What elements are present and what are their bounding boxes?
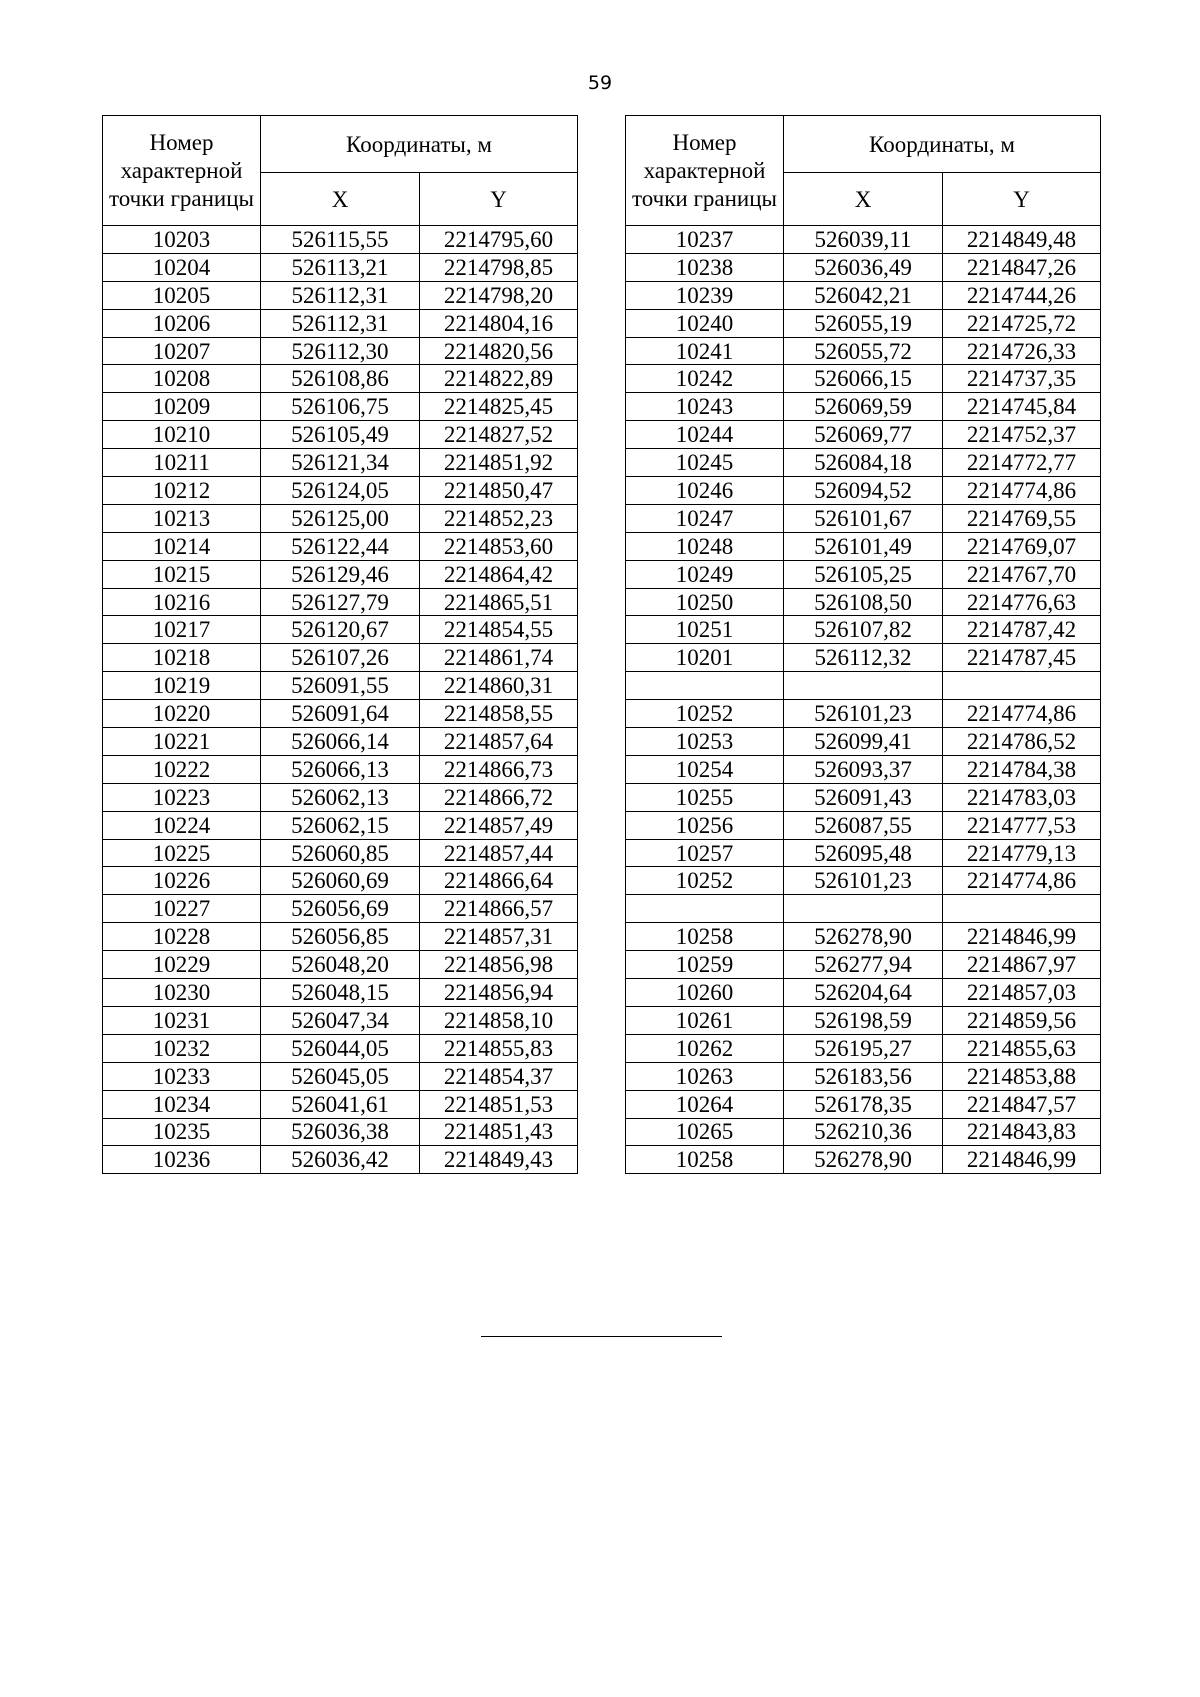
point-number-cell: 10252: [626, 867, 784, 895]
point-number-cell: 10208: [103, 365, 261, 393]
x-coordinate-cell: 526084,18: [784, 449, 943, 477]
table-row: [626, 1090, 1101, 1118]
table-row: [626, 1146, 1101, 1174]
table-row: [626, 226, 1101, 254]
y-coordinate-cell: [943, 895, 1101, 923]
y-coordinate-cell: 2214820,56: [420, 337, 578, 365]
point-number-cell: 10234: [103, 1090, 261, 1118]
table-row: [103, 700, 578, 728]
x-coordinate-cell: 526091,43: [784, 783, 943, 811]
y-coordinate-cell: 2214786,52: [943, 728, 1101, 756]
y-coordinate-cell: 2214825,45: [420, 393, 578, 421]
table-row: [103, 1062, 578, 1090]
table-row: [103, 867, 578, 895]
x-coordinate-cell: 526069,59: [784, 393, 943, 421]
y-coordinate-cell: 2214865,51: [420, 588, 578, 616]
x-coordinate-cell: 526113,21: [261, 253, 420, 281]
table-row: [626, 393, 1101, 421]
x-coordinate-cell: 526112,31: [261, 281, 420, 309]
table-row: [626, 449, 1101, 477]
point-number-cell: 10226: [103, 867, 261, 895]
x-coordinate-cell: 526108,86: [261, 365, 420, 393]
table-row: [626, 1118, 1101, 1146]
x-coordinate-cell: 526277,94: [784, 951, 943, 979]
y-coordinate-cell: 2214855,83: [420, 1034, 578, 1062]
y-coordinate-cell: 2214822,89: [420, 365, 578, 393]
table-row: [103, 226, 578, 254]
header-y: Y: [943, 173, 1101, 226]
point-number-cell: 10205: [103, 281, 261, 309]
x-coordinate-cell: 526069,77: [784, 421, 943, 449]
y-coordinate-cell: 2214851,53: [420, 1090, 578, 1118]
table-row: [103, 504, 578, 532]
table-row: [626, 560, 1101, 588]
x-coordinate-cell: 526108,50: [784, 588, 943, 616]
table-row: [103, 1090, 578, 1118]
point-number-cell: 10209: [103, 393, 261, 421]
x-coordinate-cell: 526066,13: [261, 755, 420, 783]
y-coordinate-cell: 2214783,03: [943, 783, 1101, 811]
table-row: [103, 532, 578, 560]
x-coordinate-cell: 526066,15: [784, 365, 943, 393]
point-number-cell: 10211: [103, 449, 261, 477]
table-row: [103, 672, 578, 700]
point-number-cell: 10258: [626, 923, 784, 951]
y-coordinate-cell: 2214744,26: [943, 281, 1101, 309]
point-number-cell: 10235: [103, 1118, 261, 1146]
x-coordinate-cell: 526093,37: [784, 755, 943, 783]
y-coordinate-cell: 2214745,84: [943, 393, 1101, 421]
point-number-cell: 10210: [103, 421, 261, 449]
y-coordinate-cell: 2214853,88: [943, 1062, 1101, 1090]
table-row: [103, 951, 578, 979]
point-number-cell: 10250: [626, 588, 784, 616]
header-coordinates: Координаты, м: [261, 116, 578, 173]
table-row: [626, 728, 1101, 756]
x-coordinate-cell: 526091,55: [261, 672, 420, 700]
y-coordinate-cell: 2214774,86: [943, 867, 1101, 895]
table-row: [103, 979, 578, 1007]
point-number-cell: 10222: [103, 755, 261, 783]
y-coordinate-cell: 2214851,92: [420, 449, 578, 477]
point-number-cell: 10246: [626, 477, 784, 505]
header-x: X: [261, 173, 420, 226]
table-row: [626, 923, 1101, 951]
y-coordinate-cell: 2214752,37: [943, 421, 1101, 449]
point-number-cell: 10225: [103, 839, 261, 867]
point-number-cell: 10230: [103, 979, 261, 1007]
x-coordinate-cell: 526062,15: [261, 811, 420, 839]
x-coordinate-cell: 526095,48: [784, 839, 943, 867]
point-number-cell: 10203: [103, 226, 261, 254]
table-row: [626, 1062, 1101, 1090]
table-row: [103, 393, 578, 421]
point-number-cell: 10204: [103, 253, 261, 281]
y-coordinate-cell: 2214855,63: [943, 1034, 1101, 1062]
point-number-cell: 10257: [626, 839, 784, 867]
x-coordinate-cell: 526112,32: [784, 644, 943, 672]
y-coordinate-cell: 2214774,86: [943, 700, 1101, 728]
table-row: [103, 337, 578, 365]
x-coordinate-cell: 526125,00: [261, 504, 420, 532]
x-coordinate-cell: 526048,15: [261, 979, 420, 1007]
point-number-cell: 10261: [626, 1006, 784, 1034]
x-coordinate-cell: 526210,36: [784, 1118, 943, 1146]
x-coordinate-cell: 526127,79: [261, 588, 420, 616]
point-number-cell: 10228: [103, 923, 261, 951]
point-number-cell: 10224: [103, 811, 261, 839]
x-coordinate-cell: 526115,55: [261, 226, 420, 254]
y-coordinate-cell: 2214779,13: [943, 839, 1101, 867]
x-coordinate-cell: 526045,05: [261, 1062, 420, 1090]
header-coordinates: Координаты, м: [784, 116, 1101, 173]
point-number-cell: 10229: [103, 951, 261, 979]
table-row: [626, 1034, 1101, 1062]
point-number-cell: 10244: [626, 421, 784, 449]
x-coordinate-cell: 526039,11: [784, 226, 943, 254]
y-coordinate-cell: 2214787,45: [943, 644, 1101, 672]
y-coordinate-cell: 2214769,07: [943, 532, 1101, 560]
y-coordinate-cell: 2214849,48: [943, 226, 1101, 254]
y-coordinate-cell: 2214787,42: [943, 616, 1101, 644]
point-number-cell: 10223: [103, 783, 261, 811]
x-coordinate-cell: 526036,49: [784, 253, 943, 281]
table-row: [626, 700, 1101, 728]
x-coordinate-cell: 526094,52: [784, 477, 943, 505]
x-coordinate-cell: 526112,30: [261, 337, 420, 365]
y-coordinate-cell: 2214864,42: [420, 560, 578, 588]
point-number-cell: 10245: [626, 449, 784, 477]
point-number-cell: 10227: [103, 895, 261, 923]
point-number-cell: [626, 895, 784, 923]
x-coordinate-cell: 526055,72: [784, 337, 943, 365]
y-coordinate-cell: 2214798,20: [420, 281, 578, 309]
x-coordinate-cell: 526112,31: [261, 309, 420, 337]
y-coordinate-cell: 2214867,97: [943, 951, 1101, 979]
point-number-cell: 10242: [626, 365, 784, 393]
table-row: [626, 281, 1101, 309]
y-coordinate-cell: [943, 672, 1101, 700]
table-row: [626, 979, 1101, 1007]
table-row: [103, 449, 578, 477]
x-coordinate-cell: 526062,13: [261, 783, 420, 811]
table-row: [103, 1006, 578, 1034]
y-coordinate-cell: 2214798,85: [420, 253, 578, 281]
x-coordinate-cell: 526106,75: [261, 393, 420, 421]
table-row: [103, 365, 578, 393]
y-coordinate-cell: 2214854,55: [420, 616, 578, 644]
x-coordinate-cell: 526178,35: [784, 1090, 943, 1118]
table-row: [626, 951, 1101, 979]
point-number-cell: 10263: [626, 1062, 784, 1090]
x-coordinate-cell: 526036,42: [261, 1146, 420, 1174]
point-number-cell: 10252: [626, 700, 784, 728]
y-coordinate-cell: 2214856,98: [420, 951, 578, 979]
point-number-cell: 10237: [626, 226, 784, 254]
y-coordinate-cell: 2214866,64: [420, 867, 578, 895]
table-row: [103, 1034, 578, 1062]
x-coordinate-cell: [784, 672, 943, 700]
table-row: [626, 365, 1101, 393]
y-coordinate-cell: 2214725,72: [943, 309, 1101, 337]
x-coordinate-cell: 526204,64: [784, 979, 943, 1007]
y-coordinate-cell: 2214827,52: [420, 421, 578, 449]
table-row: [626, 337, 1101, 365]
point-number-cell: 10213: [103, 504, 261, 532]
y-coordinate-cell: 2214847,57: [943, 1090, 1101, 1118]
y-coordinate-cell: 2214795,60: [420, 226, 578, 254]
table-row: [103, 783, 578, 811]
point-number-cell: 10265: [626, 1118, 784, 1146]
point-number-cell: 10248: [626, 532, 784, 560]
coordinates-table-right: [625, 115, 1101, 1174]
table-row: [103, 477, 578, 505]
point-number-cell: 10214: [103, 532, 261, 560]
point-number-cell: 10219: [103, 672, 261, 700]
y-coordinate-cell: 2214777,53: [943, 811, 1101, 839]
table-row: [626, 309, 1101, 337]
page-number: 59: [587, 72, 613, 94]
point-number-cell: 10215: [103, 560, 261, 588]
y-coordinate-cell: 2214861,74: [420, 644, 578, 672]
y-coordinate-cell: 2214852,23: [420, 504, 578, 532]
point-number-cell: 10232: [103, 1034, 261, 1062]
point-number-cell: 10240: [626, 309, 784, 337]
point-number-cell: 10220: [103, 700, 261, 728]
y-coordinate-cell: 2214776,63: [943, 588, 1101, 616]
x-coordinate-cell: 526060,69: [261, 867, 420, 895]
y-coordinate-cell: 2214857,64: [420, 728, 578, 756]
x-coordinate-cell: 526055,19: [784, 309, 943, 337]
header-point-number: Номер характерной точки границы: [103, 116, 261, 226]
table-row: [103, 560, 578, 588]
header-x: X: [784, 173, 943, 226]
x-coordinate-cell: 526107,82: [784, 616, 943, 644]
table-row: [626, 895, 1101, 923]
x-coordinate-cell: 526101,49: [784, 532, 943, 560]
x-coordinate-cell: 526041,61: [261, 1090, 420, 1118]
table-row: [103, 1118, 578, 1146]
x-coordinate-cell: 526066,14: [261, 728, 420, 756]
table-row: [626, 783, 1101, 811]
y-coordinate-cell: 2214849,43: [420, 1146, 578, 1174]
x-coordinate-cell: 526087,55: [784, 811, 943, 839]
y-coordinate-cell: 2214846,99: [943, 923, 1101, 951]
y-coordinate-cell: 2214774,86: [943, 477, 1101, 505]
x-coordinate-cell: 526056,69: [261, 895, 420, 923]
point-number-cell: 10247: [626, 504, 784, 532]
point-number-cell: 10251: [626, 616, 784, 644]
x-coordinate-cell: 526056,85: [261, 923, 420, 951]
header-point-number: Номер характерной точки границы: [626, 116, 784, 226]
table-row: [103, 309, 578, 337]
x-coordinate-cell: 526195,27: [784, 1034, 943, 1062]
y-coordinate-cell: 2214857,03: [943, 979, 1101, 1007]
point-number-cell: 10264: [626, 1090, 784, 1118]
table-row: [626, 644, 1101, 672]
y-coordinate-cell: 2214804,16: [420, 309, 578, 337]
x-coordinate-cell: 526107,26: [261, 644, 420, 672]
point-number-cell: 10256: [626, 811, 784, 839]
table-row: [103, 839, 578, 867]
x-coordinate-cell: 526105,25: [784, 560, 943, 588]
end-separator-line: [481, 1336, 722, 1337]
x-coordinate-cell: 526060,85: [261, 839, 420, 867]
x-coordinate-cell: 526105,49: [261, 421, 420, 449]
table-row: [103, 644, 578, 672]
y-coordinate-cell: 2214858,55: [420, 700, 578, 728]
x-coordinate-cell: 526101,67: [784, 504, 943, 532]
coordinates-table-left: [102, 115, 578, 1174]
table-row: [626, 867, 1101, 895]
table-row: [626, 1006, 1101, 1034]
table-row: [626, 588, 1101, 616]
y-coordinate-cell: 2214859,56: [943, 1006, 1101, 1034]
point-number-cell: 10238: [626, 253, 784, 281]
point-number-cell: 10217: [103, 616, 261, 644]
point-number-cell: 10253: [626, 728, 784, 756]
table-row: [626, 811, 1101, 839]
point-number-cell: 10254: [626, 755, 784, 783]
table-row: [103, 1146, 578, 1174]
point-number-cell: 10201: [626, 644, 784, 672]
x-coordinate-cell: 526101,23: [784, 867, 943, 895]
x-coordinate-cell: 526091,64: [261, 700, 420, 728]
y-coordinate-cell: 2214857,49: [420, 811, 578, 839]
table-row: [626, 755, 1101, 783]
point-number-cell: 10231: [103, 1006, 261, 1034]
y-coordinate-cell: 2214853,60: [420, 532, 578, 560]
point-number-cell: 10239: [626, 281, 784, 309]
table-row: [103, 616, 578, 644]
y-coordinate-cell: 2214784,38: [943, 755, 1101, 783]
table-row: [103, 895, 578, 923]
table-row: [626, 839, 1101, 867]
y-coordinate-cell: 2214846,99: [943, 1146, 1101, 1174]
y-coordinate-cell: 2214767,70: [943, 560, 1101, 588]
table-row: [103, 281, 578, 309]
point-number-cell: 10259: [626, 951, 784, 979]
table-row: [103, 421, 578, 449]
point-number-cell: 10260: [626, 979, 784, 1007]
table-row: [626, 504, 1101, 532]
table-row: [626, 421, 1101, 449]
table-row: [626, 672, 1101, 700]
point-number-cell: 10262: [626, 1034, 784, 1062]
y-coordinate-cell: 2214866,57: [420, 895, 578, 923]
x-coordinate-cell: 526048,20: [261, 951, 420, 979]
y-coordinate-cell: 2214857,31: [420, 923, 578, 951]
y-coordinate-cell: 2214866,72: [420, 783, 578, 811]
table-row: [103, 811, 578, 839]
table-row: [626, 253, 1101, 281]
y-coordinate-cell: 2214854,37: [420, 1062, 578, 1090]
y-coordinate-cell: 2214857,44: [420, 839, 578, 867]
table-row: [626, 532, 1101, 560]
x-coordinate-cell: 526101,23: [784, 700, 943, 728]
y-coordinate-cell: 2214772,77: [943, 449, 1101, 477]
y-coordinate-cell: 2214769,55: [943, 504, 1101, 532]
table-row: [626, 616, 1101, 644]
point-number-cell: 10258: [626, 1146, 784, 1174]
header-y: Y: [420, 173, 578, 226]
point-number-cell: 10206: [103, 309, 261, 337]
point-number-cell: 10249: [626, 560, 784, 588]
x-coordinate-cell: 526121,34: [261, 449, 420, 477]
table-row: [103, 755, 578, 783]
x-coordinate-cell: 526278,90: [784, 923, 943, 951]
point-number-cell: 10212: [103, 477, 261, 505]
table-row: [103, 588, 578, 616]
table-row: [103, 728, 578, 756]
x-coordinate-cell: 526036,38: [261, 1118, 420, 1146]
x-coordinate-cell: 526198,59: [784, 1006, 943, 1034]
point-number-cell: 10233: [103, 1062, 261, 1090]
x-coordinate-cell: 526099,41: [784, 728, 943, 756]
y-coordinate-cell: 2214856,94: [420, 979, 578, 1007]
x-coordinate-cell: 526183,56: [784, 1062, 943, 1090]
point-number-cell: 10255: [626, 783, 784, 811]
x-coordinate-cell: 526120,67: [261, 616, 420, 644]
x-coordinate-cell: 526044,05: [261, 1034, 420, 1062]
point-number-cell: 10218: [103, 644, 261, 672]
x-coordinate-cell: 526047,34: [261, 1006, 420, 1034]
table-row: [626, 477, 1101, 505]
x-coordinate-cell: 526042,21: [784, 281, 943, 309]
y-coordinate-cell: 2214843,83: [943, 1118, 1101, 1146]
y-coordinate-cell: 2214851,43: [420, 1118, 578, 1146]
point-number-cell: 10216: [103, 588, 261, 616]
x-coordinate-cell: 526129,46: [261, 560, 420, 588]
point-number-cell: 10207: [103, 337, 261, 365]
x-coordinate-cell: 526124,05: [261, 477, 420, 505]
point-number-cell: 10241: [626, 337, 784, 365]
y-coordinate-cell: 2214726,33: [943, 337, 1101, 365]
x-coordinate-cell: 526278,90: [784, 1146, 943, 1174]
x-coordinate-cell: [784, 895, 943, 923]
x-coordinate-cell: 526122,44: [261, 532, 420, 560]
point-number-cell: 10236: [103, 1146, 261, 1174]
y-coordinate-cell: 2214737,35: [943, 365, 1101, 393]
y-coordinate-cell: 2214866,73: [420, 755, 578, 783]
point-number-cell: 10243: [626, 393, 784, 421]
table-row: [103, 923, 578, 951]
y-coordinate-cell: 2214858,10: [420, 1006, 578, 1034]
y-coordinate-cell: 2214850,47: [420, 477, 578, 505]
y-coordinate-cell: 2214860,31: [420, 672, 578, 700]
table-row: [103, 253, 578, 281]
point-number-cell: [626, 672, 784, 700]
point-number-cell: 10221: [103, 728, 261, 756]
y-coordinate-cell: 2214847,26: [943, 253, 1101, 281]
